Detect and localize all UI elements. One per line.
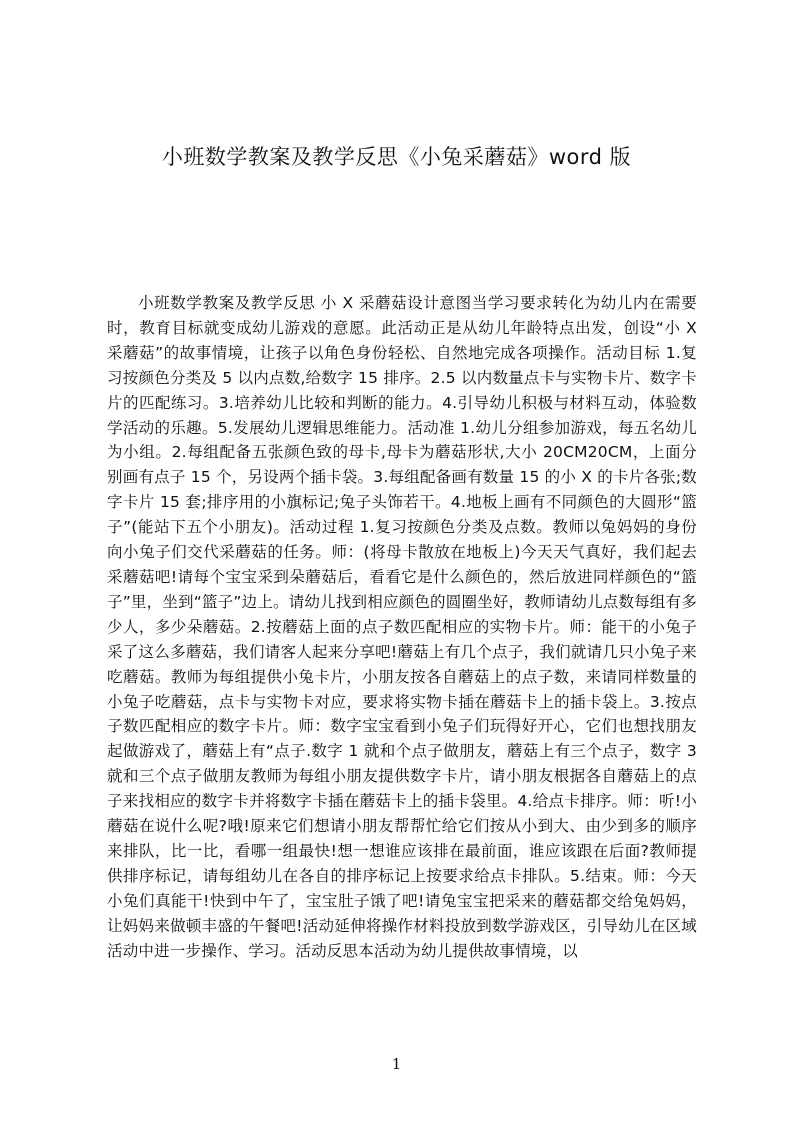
document-title: 小班数学教案及教学反思《小兔采蘑菇》word 版 — [161, 145, 632, 169]
page-number: 1 — [391, 1055, 402, 1073]
body-paragraph: 小班数学教案及教学反思 小 X 采蘑菇设计意图当学习要求转化为幼儿内在需要时，教育目标就变成幼儿游戏的意愿。此活动正是从幼儿年龄特点出发，创设“小 X 采蘑菇”的故事情境，让孩子以角色身份轻松、自然地完成各项操作。活动目标 1.复习按颜色分类及 5 以内点数,给数字 15 排序。2.5 以内数量点卡与实物卡片、数字卡片的匹配练习。3.培养幼儿比较和判断的能力。4.引导幼儿积极与材料互动，体验数学活动的乐趣。5.发展幼儿逻辑思维能力。活动准 1.幼儿分组参加游戏，每五名幼儿为小组。2.每组配备五张颜色致的母卡,母卡为蘑菇形状,大小 20CM20CM，上面分别画有点子 15 个，另设两个插卡袋。3.每组配备画有数量 15 的小 X 的卡片各张;数字卡片 15 套;排序用的小旗标记;兔子头饰若干。4.地板上画有不同颜色的大圆形“篮子”(能站下五个小朋友)。活动过程 1.复习按颜色分类及点数。教师以兔妈妈的身份向小兔子们交代采蘑菇的任务。师：(将母卡散放在地板上)今天天气真好，我们起去采蘑菇吧!请每个宝宝采到朵蘑菇后，看看它是什么颜色的，然后放进同样颜色的“篮子”里，坐到“篮子”边上。请幼儿找到相应颜色的圆圈坐好，教师请幼儿点数每组有多少人，多少朵蘑菇。2.按蘑菇上面的点子数匹配相应的实物卡片。师：能干的小兔子采了这么多蘑菇，我们请客人起来分享吧!蘑菇上有几个点子，我们就请几只小兔子来吃蘑菇。教师为每组提供小兔卡片，小朋友按各自蘑菇上的点子数，来请同样数量的小兔子吃蘑菇，点卡与实物卡对应，要求将实物卡插在蘑菇卡上的插卡袋上。3.按点子数匹配相应的数字卡片。师：数字宝宝看到小兔子们玩得好开心，它们也想找朋友起做游戏了，蘑菇上有“点子.数字 1 就和个点子做朋友，蘑菇上有三个点子，数字 3 就和三个点子做朋友教师为每组小朋友提供数字卡片，请小朋友根据各自蘑菇上的点子来找相应的数字卡并将数字卡插在蘑菇卡上的插卡袋里。4.给点卡排序。师：听!小蘑菇在说什么呢?哦!原来它们想请小朋友帮帮忙给它们按从小到大、由少到多的顺序来排队，比一比，看哪一组最快!想一想谁应该排在最前面，谁应该跟在后面?教师提供排序标记，请每组幼儿在各自的排序标记上按要求给点卡排队。5.结束。师：今天小兔们真能干!快到中午了，宝宝肚子饿了吧!请兔宝宝把采来的蘑菇都交给兔妈妈，让妈妈来做顿丰盛的午餐吧!活动延伸将操作材料投放到数学游戏区，引导幼儿在区域活动中进一步操作、学习。活动反思本活动为幼儿提供故事情境，以 — [107, 294, 697, 960]
document-body — [107, 291, 697, 963]
